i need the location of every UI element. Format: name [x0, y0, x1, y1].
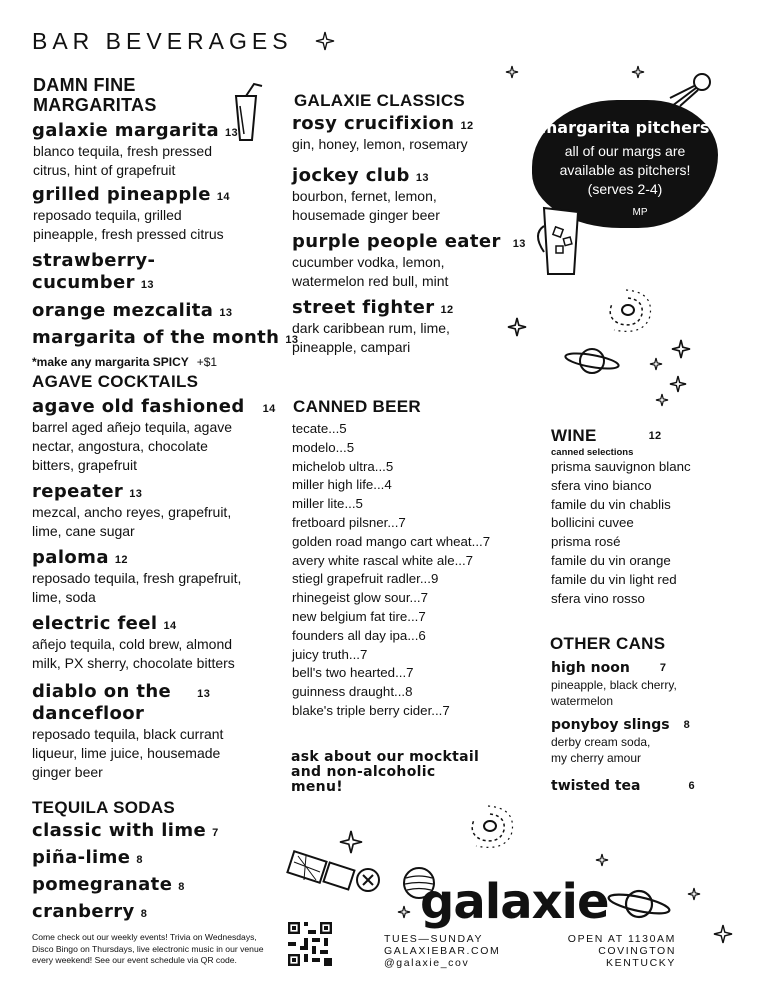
beer-item: new belgium fat tire...7	[292, 608, 426, 624]
menu-item-jockey-club: jockey club $^{13}$	[292, 165, 429, 186]
beer-item: modelo...5	[292, 439, 355, 455]
menu-item-paloma: paloma $^{12}$	[32, 547, 128, 568]
tequila-sodas-list	[32, 820, 219, 923]
wine-item: prisma sauvignon blanc	[551, 459, 691, 474]
canned-beer-list	[292, 420, 532, 721]
menu-item-purple-people-eater: purple people eater $^{13}$	[292, 231, 526, 252]
beer-item: miller lite...5	[292, 496, 363, 512]
menu-item-agave-old-fashioned: agave old fashioned $^{14}$	[32, 396, 276, 417]
menu-item-galaxie-margarita: galaxie margarita $^{13}$	[32, 120, 239, 141]
sparkle-icon	[670, 376, 686, 392]
beer-item: miller high life...4	[292, 477, 392, 493]
spicy-note: *make any margarita SPICY +$1	[32, 355, 218, 369]
sparkle-icon	[398, 906, 410, 918]
agave-heading: AGAVE COCKTAILS	[32, 372, 199, 391]
sparkle-icon	[672, 340, 690, 358]
sparkle-icon	[508, 318, 526, 336]
tequila-sodas-heading: TEQUILA SODAS	[32, 798, 176, 817]
beer-item: blake's triple berry cider...7	[292, 702, 450, 718]
sparkle-icon	[714, 924, 732, 944]
comet-icon	[668, 72, 714, 108]
website-link[interactable]: GALAXIEBAR.COM	[384, 945, 501, 957]
wine-item: sfera vino bianco	[551, 477, 652, 493]
spiral-galaxy-icon	[460, 800, 522, 854]
agave-list: agave old fashioned $^{14}$ barrel aged añejo tequila, agave nectar, angostura, chocolate bitters, grapefruit repeater $^{13}$ mezcal, ancho reyes, grapefruit, lime, cane sugar paloma $^{12}$ reposado tequila, fresh grapefruit, lime, soda electric feel $^{14}$ añejo tequila, cold brew, almond milk, PX sherry, chocolate bitters diablo on the $^{13}$ dancefloor reposado tequila, black currant liqueur, lime juice, housemade ginger beer	[32, 396, 282, 782]
beer-item: guinness draught...8	[292, 684, 413, 700]
wine-item: famile du vin orange	[551, 552, 671, 568]
contact-info: TUES—SUNDAY GALAXIEBAR.COM @galaxie_cov	[384, 933, 501, 969]
wine-item: famile du vin light red	[551, 571, 677, 587]
other-cans-heading: OTHER CANS	[550, 634, 666, 653]
other-cans-list: high noon $^7$ pineapple, black cherry, watermelon ponyboy slings $^8$ derby cream soda, my cherry amour twisted tea $^6$	[551, 660, 741, 795]
wine-item: prisma rosé	[551, 534, 621, 550]
menu-item-ponyboy-slings: ponyboy slings $^8$	[551, 717, 690, 733]
beer-item: bell's two hearted...7	[292, 665, 414, 681]
menu-item-cranberry: cranberry $^8$	[32, 901, 148, 922]
mocktail-note: ask about our mocktail and non-alcoholic menu!	[291, 749, 480, 795]
sparkle-icon	[656, 394, 668, 406]
menu-item-orange-mezcalita: orange mezcalita $^{13}$	[32, 300, 233, 321]
menu-item-pina-lime: piña-lime $^8$	[32, 847, 143, 868]
sparkle-icon	[596, 854, 608, 866]
galaxie-logo: galaxie	[420, 874, 609, 930]
classics-heading: GALAXIE CLASSICS	[294, 91, 466, 110]
beer-item: golden road mango cart wheat...7	[292, 533, 491, 549]
pitchers-text: margarita pitchers all of our margs are available as pitchers! (serves 2-4) MP	[540, 118, 710, 218]
wine-item: famile du vin chablis	[551, 496, 671, 512]
qr-code[interactable]	[288, 922, 332, 966]
sparkle-icon	[340, 830, 362, 854]
spiral-galaxy-icon	[596, 284, 658, 336]
events-note: Come check out our weekly events! Trivia on Wednesdays, Disco Bingo on Thursdays, live electronic music in our venue every weekend! See our event schedule via QR code.	[32, 932, 264, 966]
beer-item: rhinegeist glow sour...7	[292, 590, 429, 606]
sparkle-icon	[650, 358, 662, 370]
hours-location: OPEN AT 1130AM COVINGTON KENTUCKY	[567, 933, 676, 969]
sparkle-icon	[506, 66, 518, 78]
logo-planet-icon	[606, 884, 672, 924]
menu-item-rosy-crucifixion: rosy crucifixion $^{12}$	[292, 113, 474, 134]
beer-item: stiegl grapefruit radler...9	[292, 571, 439, 587]
margaritas-heading: DAMN FINE MARGARITAS	[33, 75, 157, 115]
menu-item-strawberry-cucumber: strawberry-cucumber $^{13}$	[32, 250, 156, 293]
menu-item-high-noon: high noon $^7$	[551, 660, 666, 676]
menu-item-grilled-pineapple: grilled pineapple $^{14}$	[32, 184, 230, 205]
margarita-list: galaxie margarita $^{13}$ blanco tequila, fresh pressed citrus, hint of grapefruit grilled pineapple $^{14}$ reposado tequila, grilled pineapple, fresh pressed citrus strawberry-cucumber $^{13}$ orange mezcalita $^{13}$ margarita of the month $^{13}$ *make any margarita SPICY +$1	[32, 120, 272, 372]
menu-item-repeater: repeater $^{13}$	[32, 481, 143, 502]
beer-item: fretboard pilsner...7	[292, 514, 406, 530]
menu-item-electric-feel: electric feel $^{14}$	[32, 613, 177, 634]
menu-item-twisted-tea: twisted tea $^6$	[551, 778, 695, 794]
wine-heading: WINE $^{12}$	[551, 426, 662, 445]
pitcher-icon	[534, 200, 590, 280]
menu-item-pomegranate: pomegranate $^8$	[32, 874, 185, 895]
wine-item: sfera vino rosso	[551, 590, 645, 606]
beer-item: juicy truth...7	[292, 646, 368, 662]
wine-list	[551, 458, 691, 608]
beer-item: founders all day ipa...6	[292, 627, 426, 643]
menu-item-diablo-on-the-dancefloor: diablo on the $^{13}$	[32, 681, 211, 702]
menu-item-street-fighter: street fighter $^{12}$	[292, 297, 454, 318]
menu-item-classic-with-lime: classic with lime $^7$	[32, 820, 219, 841]
planet-icon	[564, 344, 620, 378]
wine-subheading: canned selections	[551, 447, 634, 458]
canned-beer-heading: CANNED BEER	[293, 397, 421, 416]
page-title: BAR BEVERAGES	[32, 28, 293, 54]
sparkle-icon	[316, 32, 334, 50]
menu-item-margarita-of-the-month: margarita of the month $^{13}$	[32, 327, 299, 348]
social-handle[interactable]: @galaxie_cov	[384, 957, 470, 969]
sparkle-icon	[632, 66, 644, 78]
wine-item: bollicini cuvee	[551, 515, 634, 531]
beer-item: avery white rascal white ale...7	[292, 552, 474, 568]
classics-list: rosy crucifixion $^{12}$ gin, honey, lemon, rosemary jockey club $^{13}$ bourbon, fernet, lemon, housemade ginger beer purple people eater $^{13}$ cucumber vodka, lemon, watermelon red bull, mint street fighter $^{12}$ dark caribbean rum, lime, pineapple, campari	[292, 113, 532, 357]
beer-item: michelob ultra...5	[292, 458, 394, 474]
sparkle-icon	[688, 888, 700, 900]
beer-item: tecate...5	[292, 421, 347, 436]
satellite-icon	[290, 852, 390, 900]
